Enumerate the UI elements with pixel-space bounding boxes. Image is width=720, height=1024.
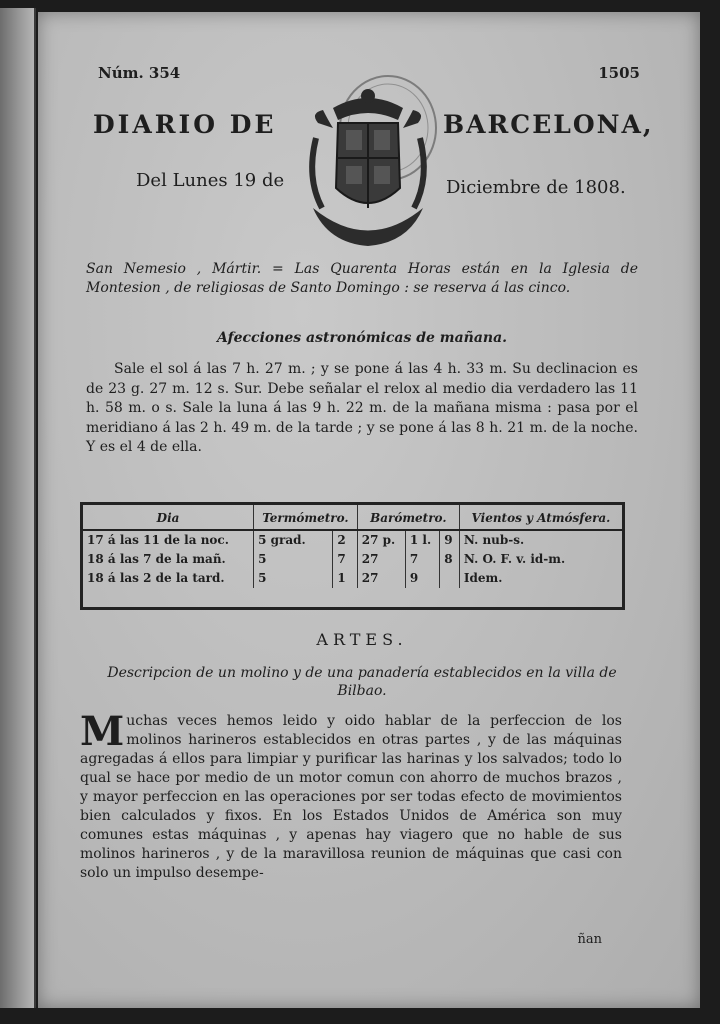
header-dia: Dia — [83, 505, 254, 530]
table-cell: 1 — [333, 569, 357, 588]
table-cell: 27 — [357, 569, 405, 588]
table-cell: 1 l. — [405, 530, 439, 550]
table-row — [83, 530, 622, 550]
saints-paragraph: San Nemesio , Mártir. = Las Quarenta Horas están en la Iglesia de Montesion , de religiosas de Santo Domingo : se reserva á las cinco. — [86, 261, 638, 296]
table-cell: N. nub-s. — [463, 533, 525, 547]
table-cell: 9 — [440, 530, 460, 550]
table-cell: 5 — [254, 569, 333, 588]
table-cell: 27 — [357, 550, 405, 569]
date-left: Del Lunes 19 de — [136, 170, 285, 191]
astronomy-heading: Afecciones astronómicas de mañana. — [216, 330, 508, 346]
newspaper-page — [38, 12, 700, 1008]
header-vientos: Vientos y Atmósfera. — [459, 505, 622, 530]
table-row — [83, 569, 622, 588]
article-text: uchas veces hemos leido y oido hablar de la perfeccion de los molinos harineros establecidos en otras partes , y de las máquinas agregadas á ellos para limpiar y purificar las harinas y los salvados; todo lo qual se hace por medio de un motor comun con ahorro de muchos brazos , y mayor perfeccion en las operaciones por ser todas efecto de movimientos bien calculados y fixos. En los Estados Unidos de América son muy comunes estas máquinas , y apenas hay viagero que no hable de sus molinos harineros , y de la maravillosa reunion de máquinas que casi con solo un impulso desempe- — [80, 713, 622, 881]
left-page-edge — [0, 8, 36, 1008]
table-cell: 18 á las 2 de la tard. — [83, 569, 254, 588]
weather-table — [80, 502, 625, 610]
coat-of-arms-emblem-icon — [288, 68, 448, 248]
drop-cap: M — [80, 708, 125, 755]
table-cell: 27 p. — [357, 530, 405, 550]
table-cell: 7 — [405, 550, 439, 569]
page-number: 1505 — [598, 64, 640, 82]
article-subtitle: Descripcion de un molino y de una panadería establecidos en la villa de Bilbao. — [107, 665, 617, 699]
table-cell: 5 — [254, 550, 333, 569]
issue-number: Núm. 354 — [98, 64, 181, 82]
table-row — [83, 550, 622, 569]
table-cell: 5 grad. — [254, 530, 333, 550]
masthead-title-right: BARCELONA, — [443, 110, 654, 139]
catchword: ñan — [577, 932, 602, 947]
table-cell — [440, 569, 460, 588]
article-body — [80, 708, 622, 883]
astronomy-paragraph: Sale el sol á las 7 h. 27 m. ; y se pone á las 4 h. 33 m. Su declinacion es de 23 g. 27 m. 12 s. Sur. Debe señalar el relox al medio dia verdadero las 11 h. 58 m. o s. Sale la luna á las 9 h. 22 m. de la mañana misma : pasa por el meridiano á las 2 h. 49 m. de la tarde ; y se pone á las 8 h. 21 m. de la noche. Y es el 4 de ella. — [86, 361, 638, 455]
table-cell: 18 á las 7 de la mañ. — [83, 550, 254, 569]
masthead-title-left: DIARIO DE — [93, 110, 277, 139]
table-cell: 17 á las 11 de la noc. — [83, 530, 254, 550]
table-cell: 9 — [405, 569, 439, 588]
table-cell: 8 — [440, 550, 460, 569]
header-termometro: Termómetro. — [254, 505, 358, 530]
header-barometro: Barómetro. — [357, 505, 459, 530]
section-title: ARTES. — [316, 630, 408, 649]
table-cell: 2 — [333, 530, 357, 550]
table-cell: 7 — [333, 550, 357, 569]
table-cell: N. O. F. v. id-m. — [463, 552, 566, 566]
table-cell: Idem. — [463, 571, 503, 585]
date-right: Diciembre de 1808. — [446, 177, 626, 198]
